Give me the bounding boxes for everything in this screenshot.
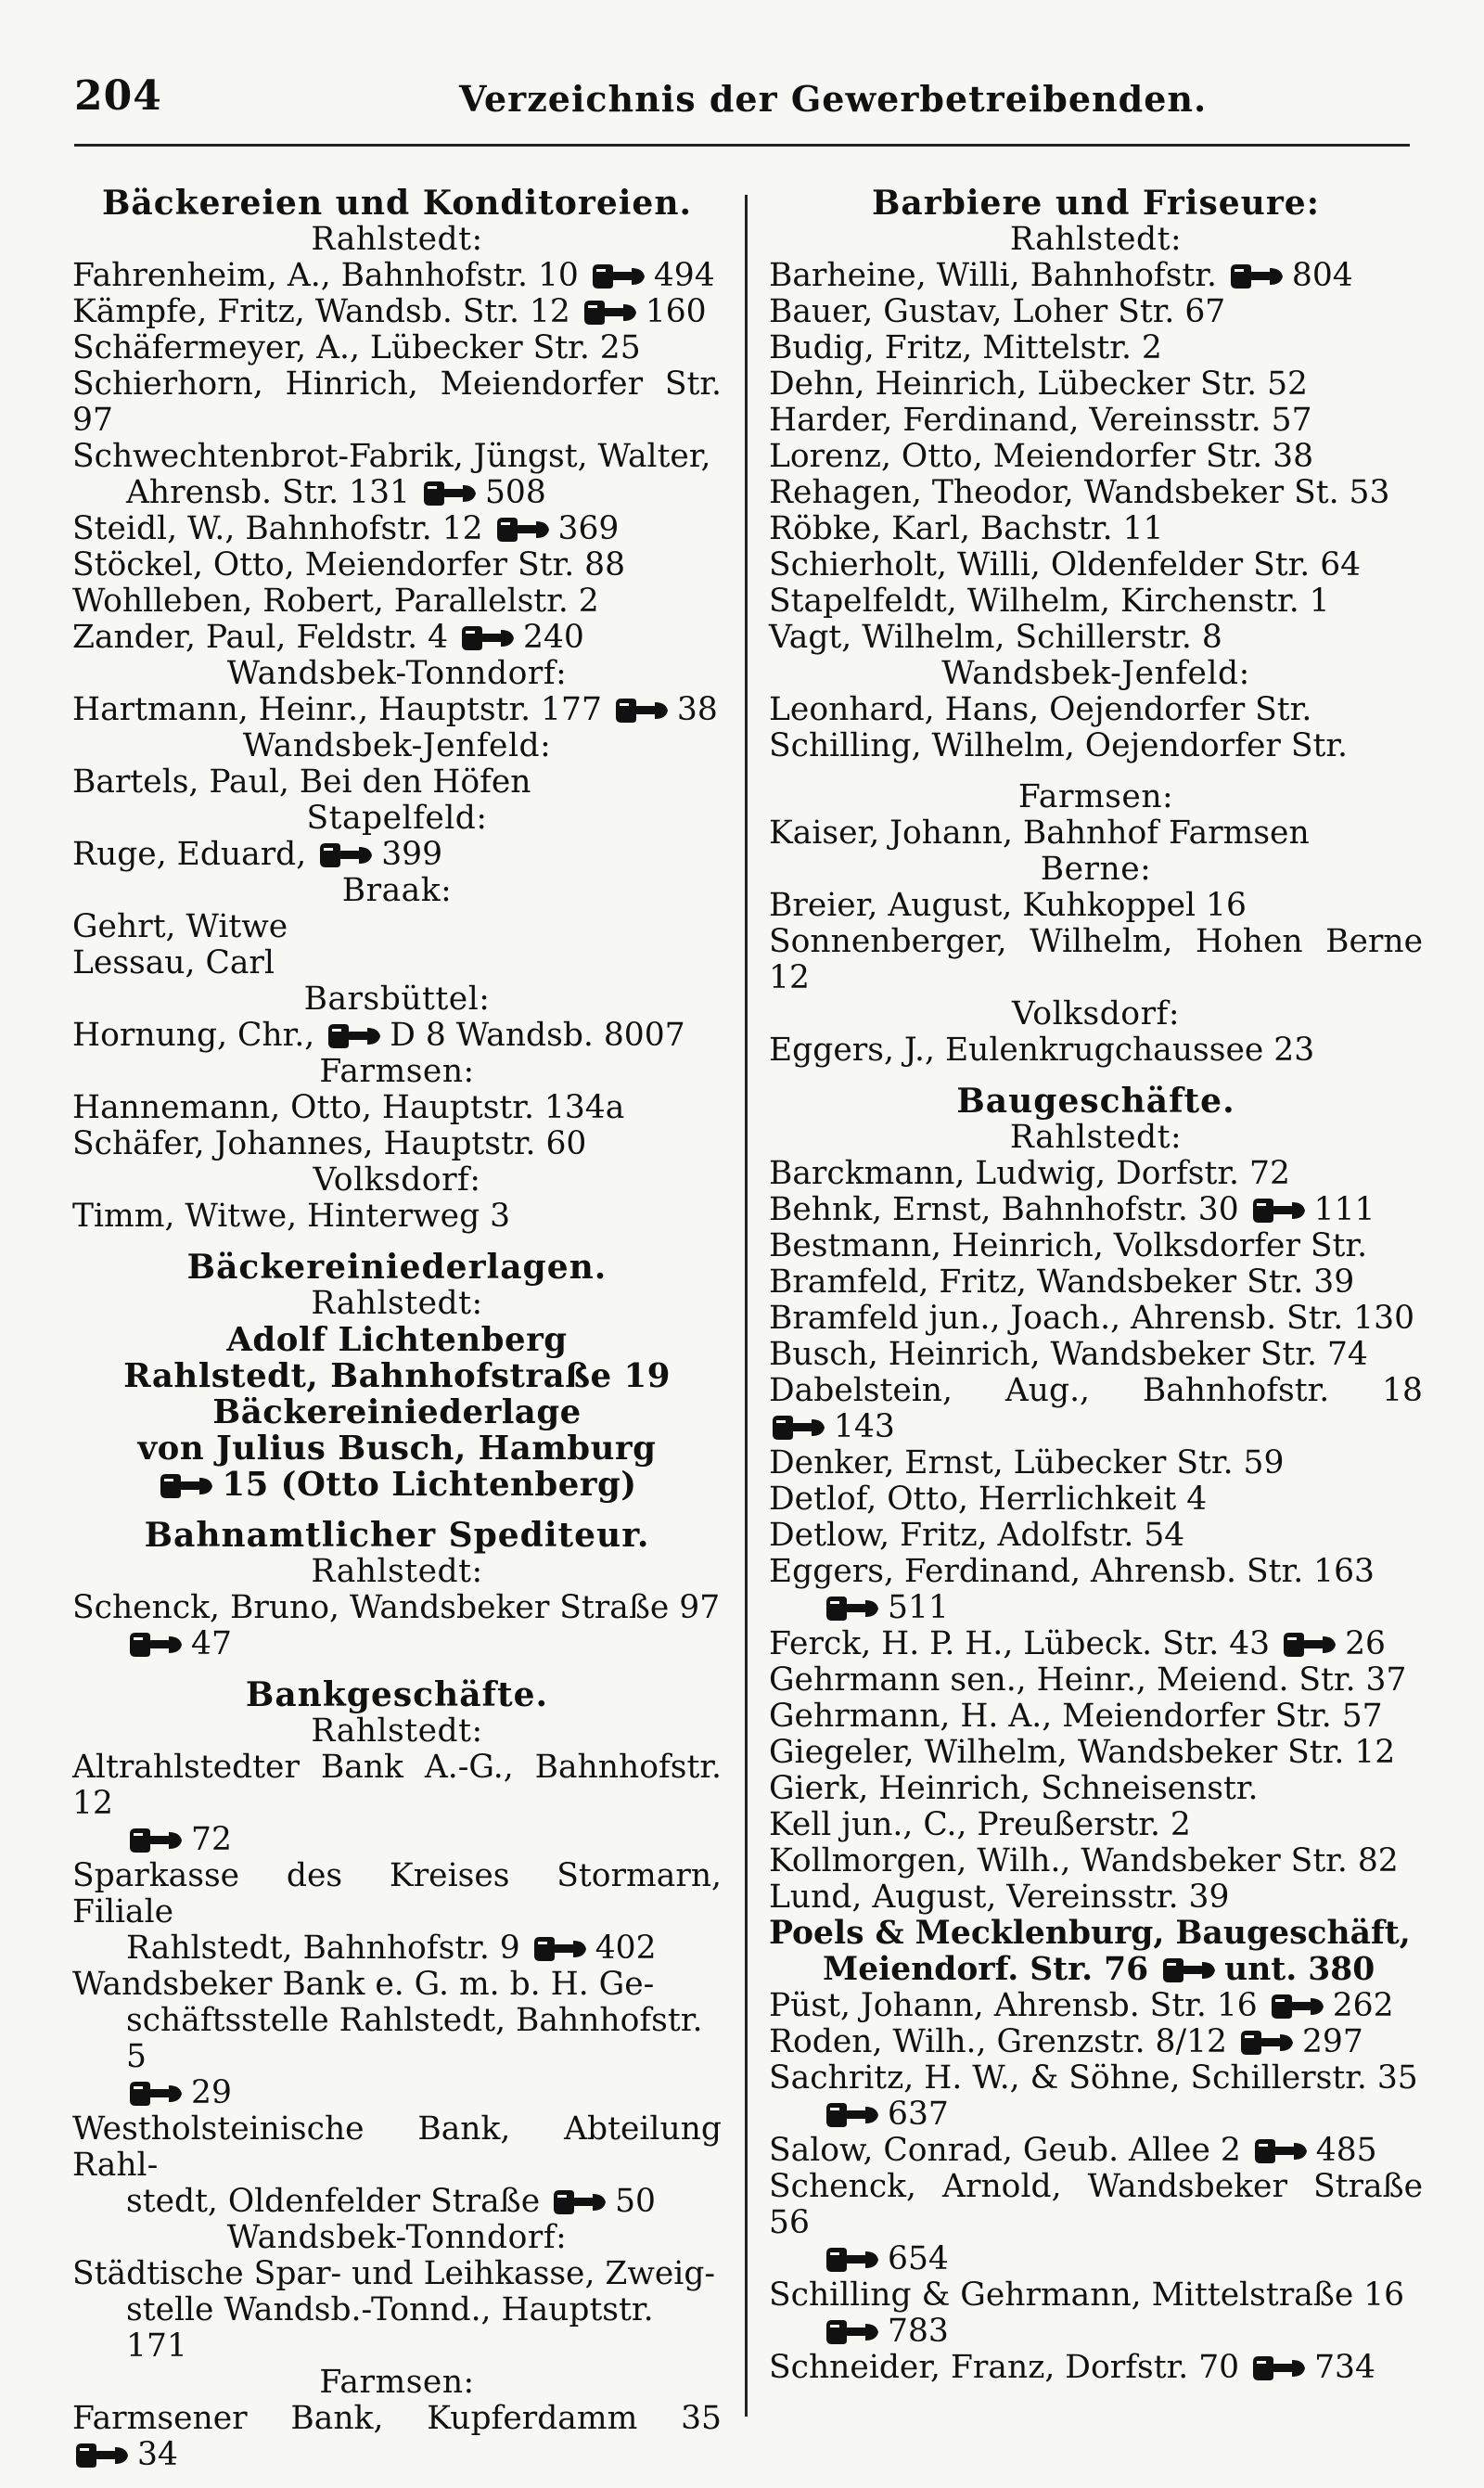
telephone-hand-icon <box>316 840 376 871</box>
phone-number: 783 <box>888 2313 949 2350</box>
telephone-hand-icon <box>823 2244 882 2276</box>
phone-number: D 8 Wandsb. 8007 <box>390 1017 685 1054</box>
place-heading: Rahlstedt: <box>311 221 483 258</box>
list-item-continuation <box>769 2241 1423 2277</box>
list-item: Farmsener Bank, Kupferdamm 35 34 <box>72 2400 722 2473</box>
list-item: Röbke, Karl, Bachstr. 11 <box>769 510 1164 547</box>
right-column <box>769 186 1423 2386</box>
list-item: Sparkasse des Kreises Stormarn, Filiale <box>72 1857 722 1930</box>
list-item: Lund, August, Vereinsstr. 39 <box>769 1879 1230 1916</box>
list-item: Wohlleben, Robert, Parallelstr. 2 <box>72 583 599 620</box>
list-item: Westholsteinische Bank, Abteilung Rahl- <box>72 2110 722 2184</box>
list-item: Ferck, H. P. H., Lübeck. Str. 43 26 <box>769 1625 1386 1662</box>
telephone-hand-icon <box>1280 1629 1339 1661</box>
telephone-hand-icon <box>1237 2027 1297 2058</box>
phone-number: 511 <box>888 1589 949 1626</box>
list-item: Roden, Wilh., Grenzstr. 8/12 297 <box>769 2023 1363 2060</box>
list-item: Eggers, Ferdinand, Ahrensb. Str. 163 <box>769 1553 1375 1590</box>
telephone-hand-icon <box>126 1825 186 1856</box>
page-number: 204 <box>74 72 162 120</box>
telephone-hand-icon <box>550 2187 609 2218</box>
phone-number: 34 <box>137 2436 178 2473</box>
list-item: Zander, Paul, Feldstr. 4 240 <box>72 619 584 656</box>
list-item-continuation <box>769 1590 1423 1626</box>
list-item: Leonhard, Hans, Oejendorfer Str. <box>769 691 1312 728</box>
place-heading: Rahlstedt: <box>311 1712 483 1750</box>
list-item-continuation <box>72 1822 722 1858</box>
list-item: Schierholt, Willi, Oldenfelder Str. 64 <box>769 546 1362 584</box>
phone-number: 485 <box>1315 2132 1377 2169</box>
list-item: Schwechtenbrot-Fabrik, Jüngst, Walter, <box>72 438 711 475</box>
place-heading: Rahlstedt: <box>1009 221 1183 258</box>
running-title: Verzeichnis der Gewerbetreibenden. <box>459 78 1208 120</box>
list-item-continuation <box>72 1626 722 1662</box>
list-item: Harder, Ferdinand, Vereinsstr. 57 <box>769 402 1312 439</box>
left-column <box>72 186 722 2473</box>
list-item: Schierhorn, Hinrich, Meiendorfer Str. 97 <box>72 366 722 439</box>
list-item: Gehrmann, H. A., Meiendorfer Str. 57 <box>769 1698 1383 1735</box>
phone-number: 402 <box>595 1930 657 1967</box>
list-item: Bauer, Gustav, Loher Str. 67 <box>769 293 1226 330</box>
phone-number: 399 <box>381 836 443 873</box>
telephone-hand-icon <box>126 1629 186 1661</box>
list-item-continuation: stedt, Oldenfelder Straße 50 <box>126 2183 656 2220</box>
list-item: Schäfermeyer, A., Lübecker Str. 25 <box>72 329 641 366</box>
list-item: Dabelstein, Aug., Bahnhofstr. 18 143 <box>769 1372 1423 1445</box>
list-item: Bramfeld jun., Joach., Ahrensb. Str. 130 <box>769 1300 1415 1337</box>
list-item: Altrahlstedter Bank A.-G., Bahnhofstr. 12 <box>72 1749 722 1822</box>
list-item: Schenck, Arnold, Wandsbeker Straße 56 <box>769 2168 1423 2241</box>
list-item: Ruge, Eduard, 399 <box>72 836 443 873</box>
list-item: Steidl, W., Bahnhofstr. 12 369 <box>72 510 620 547</box>
telephone-hand-icon <box>1251 2135 1311 2167</box>
phone-number: 508 <box>484 474 546 511</box>
telephone-hand-icon <box>126 2078 186 2110</box>
place-heading: Farmsen: <box>1017 778 1174 815</box>
list-item: Gehrt, Witwe <box>72 908 288 945</box>
column-divider <box>745 195 748 2417</box>
list-item: Schilling, Wilhelm, Oejendorfer Str. <box>769 727 1348 764</box>
telephone-hand-icon <box>72 2440 132 2471</box>
phone-number: 804 <box>1291 257 1353 294</box>
list-item: Denker, Ernst, Lübecker Str. 59 <box>769 1444 1285 1481</box>
list-item: Sonnenberger, Wilhelm, Hohen Berne 12 <box>769 923 1423 996</box>
list-item: Wandsbeker Bank e. G. m. b. H. Ge- <box>72 1966 655 2003</box>
header-rule <box>74 144 1410 147</box>
place-heading: Farmsen: <box>319 1053 475 1090</box>
list-item: Schäfer, Johannes, Hauptstr. 60 <box>72 1125 587 1162</box>
place-heading: Wandsbek-Jenfeld: <box>242 727 552 764</box>
telephone-hand-icon <box>493 514 553 545</box>
phone-number: 47 <box>191 1625 232 1662</box>
section-title-barbiere: Barbiere und Friseure: <box>871 184 1320 223</box>
list-item: Stapelfeldt, Wilhelm, Kirchenstr. 1 <box>769 583 1330 620</box>
list-item: Eggers, J., Eulenkrugchaussee 23 <box>769 1032 1315 1069</box>
list-item: Stöckel, Otto, Meiendorfer Str. 88 <box>72 546 626 584</box>
place-heading: Wandsbek-Tonndorf: <box>226 655 568 692</box>
telephone-hand-icon <box>157 1470 216 1502</box>
section-title-spediteur: Bahnamtlicher Spediteur. <box>144 1516 650 1555</box>
telephone-hand-icon <box>581 297 640 328</box>
list-item: Fahrenheim, A., Bahnhofstr. 10 494 <box>72 257 715 294</box>
list-item: Schilling & Gehrmann, Mittelstraße 16 <box>769 2276 1405 2314</box>
place-heading: Volksdorf: <box>313 1161 481 1199</box>
list-item: Vagt, Wilhelm, Schillerstr. 8 <box>769 619 1222 656</box>
telephone-hand-icon <box>589 261 648 292</box>
page-header <box>74 72 1410 132</box>
telephone-hand-icon <box>458 622 518 654</box>
list-item-continuation: Meiendorf. Str. 76 unt. 380 <box>823 1951 1375 1988</box>
list-item: Giegeler, Wilhelm, Wandsbeker Str. 12 <box>769 1734 1396 1771</box>
advertisement-line: 15 (Otto Lichtenberg) <box>72 1467 722 1503</box>
place-heading: Wandsbek-Jenfeld: <box>941 655 1250 692</box>
list-item: Schenck, Bruno, Wandsbeker Straße 97 <box>72 1589 721 1626</box>
place-heading: Farmsen: <box>319 2364 475 2401</box>
list-item: Barckmann, Ludwig, Dorfstr. 72 <box>769 1155 1290 1192</box>
place-heading: Stapelfeld: <box>306 800 488 837</box>
list-item: Breier, August, Kuhkoppel 16 <box>769 887 1247 924</box>
phone-number: 160 <box>645 293 707 330</box>
list-item: Busch, Heinrich, Wandsbeker Str. 74 <box>769 1336 1368 1373</box>
place-heading: Rahlstedt: <box>1009 1119 1183 1156</box>
list-item: Barheine, Willi, Bahnhofstr. 804 <box>769 257 1353 294</box>
telephone-hand-icon <box>1249 2353 1309 2384</box>
list-item: Püst, Johann, Ahrensb. Str. 16 262 <box>769 1987 1394 2024</box>
list-item: Schneider, Franz, Dorfstr. 70 734 <box>769 2349 1375 2386</box>
phone-number: 72 <box>191 1821 232 1858</box>
list-item: Hornung, Chr., D 8 Wandsb. 8007 <box>72 1017 685 1054</box>
list-item: Budig, Fritz, Mittelstr. 2 <box>769 329 1162 366</box>
phone-number: 734 <box>1314 2349 1375 2386</box>
telephone-hand-icon <box>531 1933 590 1965</box>
place-heading: Barsbüttel: <box>303 981 491 1018</box>
place-heading: Volksdorf: <box>1012 995 1180 1032</box>
list-item: Kaiser, Johann, Bahnhof Farmsen <box>769 814 1310 852</box>
place-heading: Rahlstedt: <box>311 1553 483 1590</box>
list-item-continuation <box>769 2314 1423 2350</box>
list-item: Kell jun., C., Preußerstr. 2 <box>769 1806 1191 1843</box>
list-item: Hannemann, Otto, Hauptstr. 134a <box>72 1089 625 1126</box>
list-item: Lorenz, Otto, Meiendorfer Str. 38 <box>769 438 1314 475</box>
telephone-hand-icon <box>1268 1991 1327 2022</box>
list-item-continuation: Rahlstedt, Bahnhofstr. 9 402 <box>126 1930 657 1967</box>
list-item: Bartels, Paul, Bei den Höfen <box>72 763 531 801</box>
phone-number: 297 <box>1301 2023 1363 2060</box>
phone-number: 369 <box>557 510 620 547</box>
list-item: Sachritz, H. W., & Söhne, Schillerstr. 35 <box>769 2059 1418 2097</box>
list-item: Hartmann, Heinr., Hauptstr. 177 38 <box>72 691 718 728</box>
telephone-hand-icon <box>1227 261 1286 292</box>
list-item-continuation <box>72 2075 722 2111</box>
list-item-continuation: Ahrensb. Str. 131 508 <box>126 474 546 511</box>
telephone-hand-icon <box>612 695 672 726</box>
phone-number: 654 <box>888 2240 949 2277</box>
phone-number: 143 <box>834 1408 895 1445</box>
list-item: Timm, Witwe, Hinterweg 3 <box>72 1198 511 1235</box>
telephone-hand-icon <box>823 1593 882 1624</box>
telephone-hand-icon <box>823 2316 882 2348</box>
list-item-continuation: schäftsstelle Rahlstedt, Bahnhofstr. 5 <box>126 2002 703 2075</box>
list-item: Bramfeld, Fritz, Wandsbeker Str. 39 <box>769 1263 1355 1301</box>
section-title-baeckereien: Bäckereien und Konditoreien. <box>101 184 693 223</box>
list-item: Kämpfe, Fritz, Wandsb. Str. 12 160 <box>72 293 707 330</box>
advertisement-line: Rahlstedt, Bahnhofstraße 19 <box>123 1357 671 1395</box>
phone-number: unt. 380 <box>1224 1951 1375 1988</box>
telephone-hand-icon <box>1249 1195 1309 1226</box>
list-item: Gehrmann sen., Heinr., Meiend. Str. 37 <box>769 1661 1407 1699</box>
advertisement-line: von Julius Busch, Hamburg <box>137 1430 657 1468</box>
phone-number: 637 <box>888 2096 949 2133</box>
list-item: Lessau, Carl <box>72 944 275 981</box>
place-heading: Braak: <box>341 872 453 909</box>
list-item: Kollmorgen, Wilh., Wandsbeker Str. 82 <box>769 1842 1399 1879</box>
phone-number: 240 <box>523 619 584 656</box>
place-heading: Rahlstedt: <box>311 1285 483 1322</box>
telephone-hand-icon <box>325 1020 384 1052</box>
list-item-continuation: stelle Wandsb.-Tonnd., Hauptstr. 171 <box>126 2291 654 2365</box>
place-heading: Wandsbek-Tonndorf: <box>226 2219 568 2256</box>
list-item-continuation <box>769 2097 1423 2133</box>
phone-number: 50 <box>615 2183 656 2220</box>
list-item: Gierk, Heinrich, Schneisenstr. <box>769 1770 1259 1807</box>
list-item: Rehagen, Theodor, Wandsbeker St. 53 <box>769 474 1390 511</box>
list-item: Städtische Spar- und Leihkasse, Zweig- <box>72 2255 716 2292</box>
list-item: Detlow, Fritz, Adolfstr. 54 <box>769 1517 1185 1554</box>
list-item: Salow, Conrad, Geub. Allee 2 485 <box>769 2132 1377 2169</box>
phone-number: 494 <box>653 257 715 294</box>
phone-number: 26 <box>1345 1625 1386 1662</box>
phone-number: 262 <box>1332 1987 1394 2024</box>
place-heading: Berne: <box>1040 851 1152 888</box>
section-title-baeckereiniederlagen: Bäckereiniederlagen. <box>186 1248 608 1287</box>
phone-number: 29 <box>191 2074 232 2111</box>
telephone-hand-icon <box>1159 1955 1219 1986</box>
advertisement-line: Bäckereiniederlage <box>212 1393 582 1431</box>
list-item: Poels & Mecklenburg, Baugeschäft, <box>769 1915 1411 1952</box>
list-item: Bestmann, Heinrich, Volksdorfer Str. <box>769 1227 1368 1264</box>
telephone-hand-icon <box>420 478 480 509</box>
telephone-hand-icon <box>823 2099 882 2131</box>
telephone-hand-icon <box>769 1412 828 1443</box>
advertisement-line: Adolf Lichtenberg <box>226 1321 568 1359</box>
list-item: Dehn, Heinrich, Lübecker Str. 52 <box>769 366 1308 403</box>
section-title-bankgeschaefte: Bankgeschäfte. <box>245 1675 549 1714</box>
list-item: Detlof, Otto, Herrlichkeit 4 <box>769 1481 1208 1518</box>
phone-number: 38 <box>676 691 718 728</box>
section-title-baugeschaefte: Baugeschäfte. <box>956 1082 1235 1121</box>
list-item: Behnk, Ernst, Bahnhofstr. 30 111 <box>769 1191 1375 1228</box>
phone-number: 111 <box>1313 1191 1375 1228</box>
